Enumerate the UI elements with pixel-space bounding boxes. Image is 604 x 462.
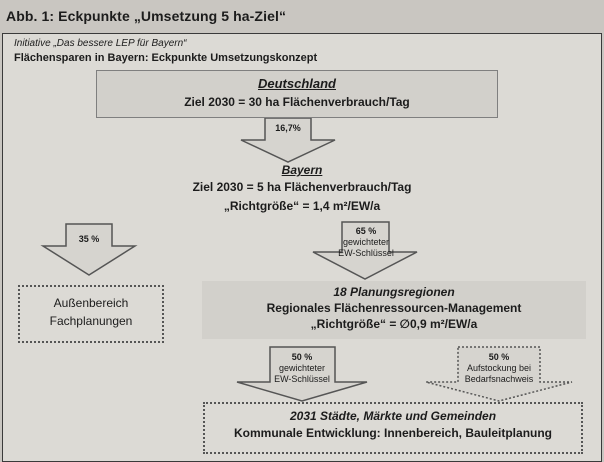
arrow-city-right-pct: 50 % [488,352,510,362]
cities-title: 2031 Städte, Märkte und Gemeinden [289,409,497,423]
deutschland-target: Ziel 2030 = 30 ha Flächenverbrauch/Tag [184,95,410,109]
arrow-de-by-label [265,123,311,134]
regions-box [202,281,586,339]
regions-management: Regionales Flächenressourcen-Management [266,301,522,315]
arrow-city-left-pct: 50 % [291,352,313,362]
regions-title: 18 Planungsregionen [333,285,455,299]
bayern-title: Bayern [281,163,323,177]
arrow-regions-line1: gewichteter [342,237,390,247]
outer-area-line2: Fachplanungen [49,314,133,328]
arrow-bayern-to-outer [43,224,135,275]
arrow-city-right-line1: Aufstockung bei [466,363,532,373]
arrow-city-left-line1: gewichteter [278,363,326,373]
deutschland-title: Deutschland [257,76,336,91]
arrow-city-right-line2: Bedarfsnachweis [464,374,534,384]
outer-area-box [18,285,164,343]
deutschland-box [96,70,498,118]
arrow-regions-line2: EW-Schlüssel [338,248,394,258]
diagram-subtitle: Flächensparen in Bayern: Eckpunkte Umsetzungskonzept [14,52,318,64]
outer-area-line1: Außenbereich [53,296,129,310]
arrow-regions-pct: 65 % [355,226,377,236]
arrow-regions-label [330,226,402,259]
bayern-guideline: „Richtgröße“ = 1,4 m²/EW/a [223,199,381,213]
arrow-outer-label [66,234,112,245]
cities-box [203,402,583,454]
figure-title: Abb. 1: Eckpunkte „Umsetzung 5 ha-Ziel“ [6,8,287,24]
arrow-city-right-label [452,352,546,385]
initiative-label: Initiative „Das bessere LEP für Bayern“ [14,38,187,49]
cities-development: Kommunale Entwicklung: Innenbereich, Bauleitplanung [233,426,553,440]
arrow-de-by-pct: 16,7% [275,123,301,133]
arrow-city-left-label [262,352,342,385]
arrow-outer-pct: 35 % [78,234,100,244]
arrow-city-left-line2: EW-Schlüssel [274,374,330,384]
regions-guideline: „Richtgröße“ = ∅0,9 m²/EW/a [310,317,478,331]
bayern-target: Ziel 2030 = 5 ha Flächenverbrauch/Tag [192,180,412,194]
